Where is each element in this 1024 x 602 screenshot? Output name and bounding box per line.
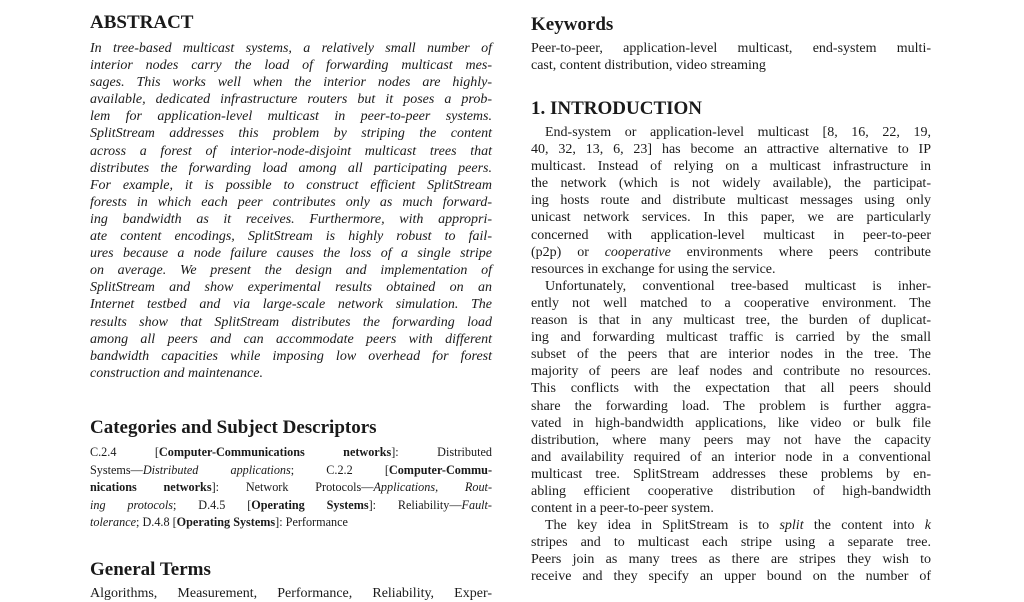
paragraph-line: (p2p) or cooperative environments where peers contribute: [531, 244, 931, 260]
paragraph-line: majority of peers are leaf nodes and contribute no resources.: [531, 364, 931, 380]
abstract-line: In tree-based multicast systems, a relatively small number of: [90, 41, 492, 56]
paragraph-line: subset of the peers that are interior nodes in the tree. The: [531, 347, 931, 363]
abstract-line: interior nodes carry the load of forwarding multicast mes-: [90, 58, 492, 74]
paragraph-line: receive and they specify an upper bound on the number of: [531, 569, 931, 585]
keywords-line: Peer-to-peer, application-level multicast, end-system multi-: [531, 41, 931, 56]
introduction-heading: 1. INTRODUCTION: [531, 98, 703, 119]
keywords-heading: Keywords: [531, 14, 614, 35]
paragraph-line: abling efficient cooperative distribution of high-bandwidth: [531, 483, 931, 499]
abstract-line: forests in which each peer contributes only as much forward-: [90, 194, 492, 210]
paragraph-line: unicast network services. In this paper, we are particularly: [531, 210, 931, 226]
categories-line: ing protocols; D.4.5 [Operating Systems]: Reliability—Fault-: [90, 497, 492, 512]
paragraph-line: ently not well matched to a cooperative environment. The: [531, 295, 931, 311]
abstract-line: construction and maintenance.: [90, 365, 264, 381]
paragraph-line: vated in high-bandwidth applications, like video or bulk file: [531, 415, 931, 431]
abstract-line: ate content encodings, SplitStream is highly robust to fail-: [90, 229, 492, 245]
paragraph-line: reason is that in any multicast tree, the burden of duplicat-: [531, 313, 931, 329]
paragraph-line: concerned with application-level multicast in peer-to-peer: [531, 227, 931, 243]
abstract-line: Internet testbed and via large-scale network simulation. The: [90, 297, 492, 313]
abstract-line: ing bandwidth as it receives. Furthermore, with appropri-: [90, 211, 492, 227]
categories-line: nications networks]: Network Protocols—Applications, Rout-: [90, 480, 492, 495]
paragraph: [531, 517, 931, 585]
paragraph-line: End-system or application-level multicast [8, 16, 22, 19,: [545, 125, 931, 140]
keywords-line: cast, content distribution, video streaming: [531, 58, 766, 74]
paragraph-line: content in a peer-to-peer system.: [531, 501, 714, 517]
paragraph-line: The key idea in SplitStream is to split the content into k: [545, 518, 932, 534]
categories-line: tolerance; D.4.8 [Operating Systems]: Performance: [90, 515, 348, 530]
abstract-line: available, dedicated infrastructure routers but it poses a prob-: [90, 92, 492, 108]
paragraph: [531, 124, 931, 278]
abstract-body: [90, 40, 492, 382]
paragraph: [531, 278, 931, 517]
general-terms-heading: General Terms: [90, 559, 211, 580]
abstract-line: sages. This works well when the interior nodes are highly-: [90, 75, 492, 91]
abstract-line: For example, it is possible to construct efficient SplitStream: [90, 177, 492, 193]
categories-heading: Categories and Subject Descriptors: [90, 417, 377, 438]
paragraph-line: Unfortunately, conventional tree-based multicast is inher-: [545, 278, 931, 294]
categories-body: [90, 444, 492, 532]
abstract-line: SplitStream addresses this problem by striping the content: [90, 126, 492, 142]
paragraph-line: ing hosts route and distribute multicast messages using only: [531, 193, 931, 209]
general-terms-body: [90, 585, 492, 602]
paragraph-line: 40, 32, 13, 6, 23] has become an attractive alternative to IP: [531, 142, 931, 158]
paragraph-line: resources in exchange for using the service.: [531, 261, 776, 277]
paragraph-line: ing and forwarding multicast traffic is carried by the small: [531, 330, 931, 346]
introduction-body: [531, 124, 931, 586]
abstract-line: SplitStream and show experimental results obtained on an: [90, 280, 492, 296]
abstract-line: across a forest of interior-node-disjoint multicast trees that: [90, 143, 492, 159]
abstract-line: among all peers and can accommodate peers with different: [90, 331, 492, 347]
general-terms-line: Algorithms, Measurement, Performance, Reliability, Exper-: [90, 586, 492, 601]
categories-line: Systems—Distributed applications; C.2.2 [Computer-Commu-: [90, 462, 493, 477]
abstract-line: distributes the forwarding load among all participating peers.: [90, 160, 492, 176]
abstract-line: results show that SplitStream distributes the forwarding load: [90, 314, 492, 330]
paragraph-line: This conflicts with the expectation that all peers should: [531, 381, 931, 397]
paragraph-line: share the forwarding load. The problem is further aggra-: [531, 398, 931, 414]
keywords-body: [531, 40, 931, 74]
abstract-line: ures because a node failure causes the loss of a single stripe: [90, 246, 492, 262]
paragraph-line: Peers join as many trees as there are stripes they wish to: [531, 552, 931, 568]
abstract-line: lem for application-level multicast in peer-to-peer systems.: [90, 109, 492, 125]
abstract-line: on average. We present the design and implementation of: [90, 263, 492, 279]
categories-line: C.2.4 [Computer-Communications networks]: Distributed: [90, 445, 492, 459]
paragraph-line: and availability required of an interior node in a conventional: [531, 449, 931, 465]
paragraph-line: multicast. Instead of relying on a multicast infrastructure in: [531, 159, 931, 175]
paragraph-line: the network (which is not widely available), the participat-: [531, 176, 931, 192]
abstract-line: bandwidth capacities while imposing low overhead for forest: [90, 348, 492, 364]
paragraph-line: multicast tree. SplitStream addresses these problems by en-: [531, 466, 931, 482]
paragraph-line: distribution, where many peers may not have the capacity: [531, 432, 931, 448]
paragraph-line: stripes and to multicast each stripe using a separate tree.: [531, 535, 931, 551]
abstract-heading: ABSTRACT: [90, 12, 194, 33]
